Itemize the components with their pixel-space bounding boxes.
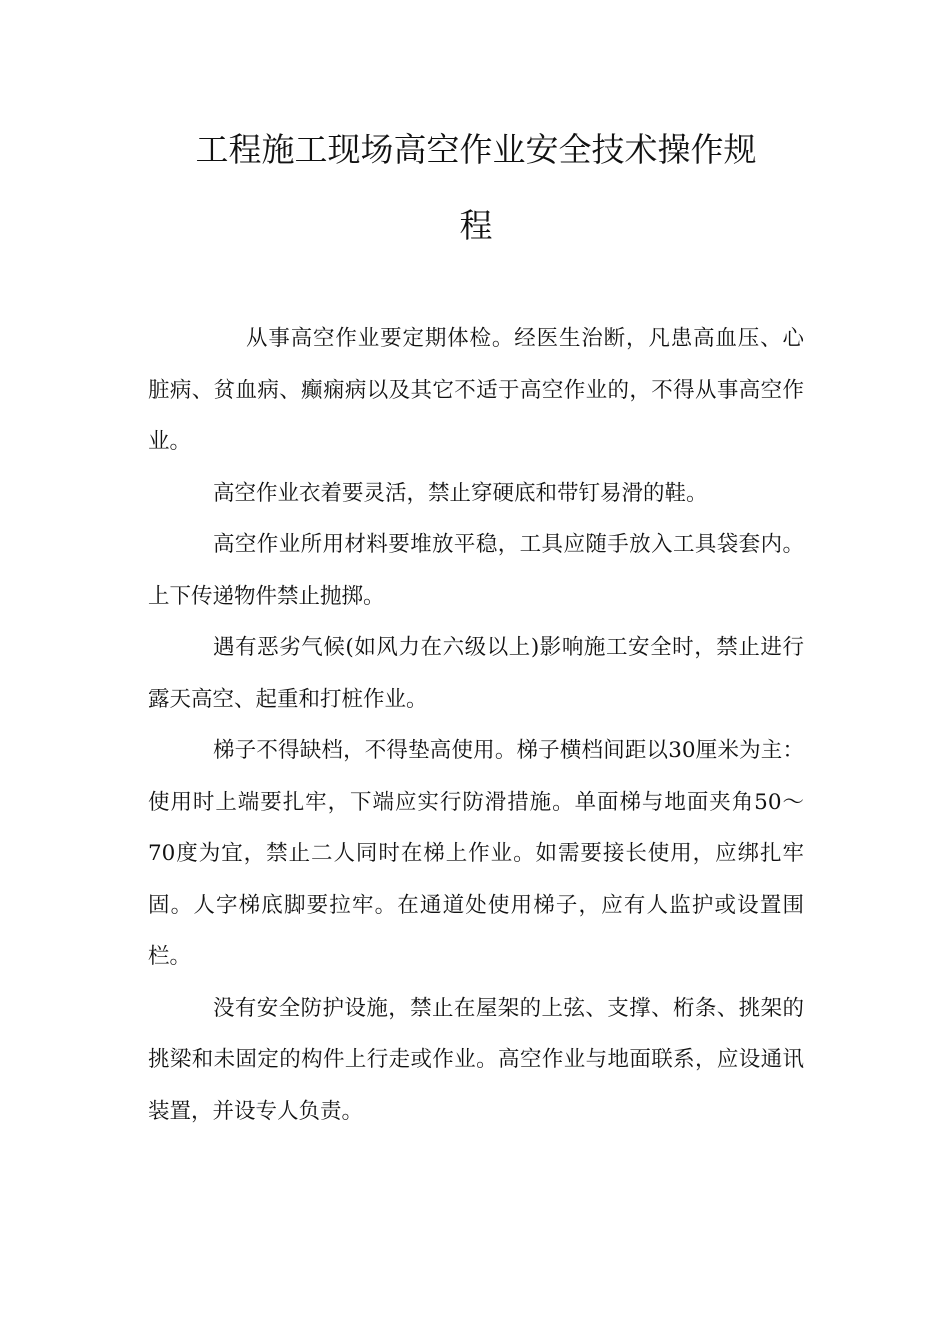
paragraph-physical-exam: 从事高空作业要定期体检。经医生治断，凡患高血压、心脏病、贫血病、癫痫病以及其它不适于高空作业的，不得从事高空作业。: [148, 326, 804, 454]
title-line-1: 工程施工现场高空作业安全技术操作规: [195, 130, 757, 169]
paragraph-ladders: 梯子不得缺档，不得垫高使用。梯子横档间距以30厘米为主：使用时上端要扎牢，下端应实行防滑措施。单面梯与地面夹角50～70度为宜，禁止二人同时在梯上作业。如需要接长使用，应绑扎牢固。人字梯底脚要拉牢。在通道处使用梯子，应有人监护或设置围栏。: [148, 738, 804, 969]
paragraph-clothing: 高空作业衣着要灵活，禁止穿硬底和带钉易滑的鞋。: [213, 480, 708, 506]
page-title: [148, 112, 804, 264]
title-line-2: 程: [459, 206, 493, 245]
paragraph-bad-weather: 遇有恶劣气候(如风力在六级以上)影响施工安全时，禁止进行露天高空、起重和打桩作业。: [148, 635, 804, 712]
paragraph-protection-facilities: 没有安全防护设施，禁止在屋架的上弦、支撑、桁条、挑架的挑梁和未固定的构件上行走或作业。高空作业与地面联系，应设通讯装置，并设专人负责。: [148, 995, 804, 1124]
document-body: [148, 313, 804, 1137]
paragraph-materials-tools: 高空作业所用材料要堆放平稳，工具应随手放入工具袋套内。上下传递物件禁止抛掷。: [148, 532, 804, 609]
